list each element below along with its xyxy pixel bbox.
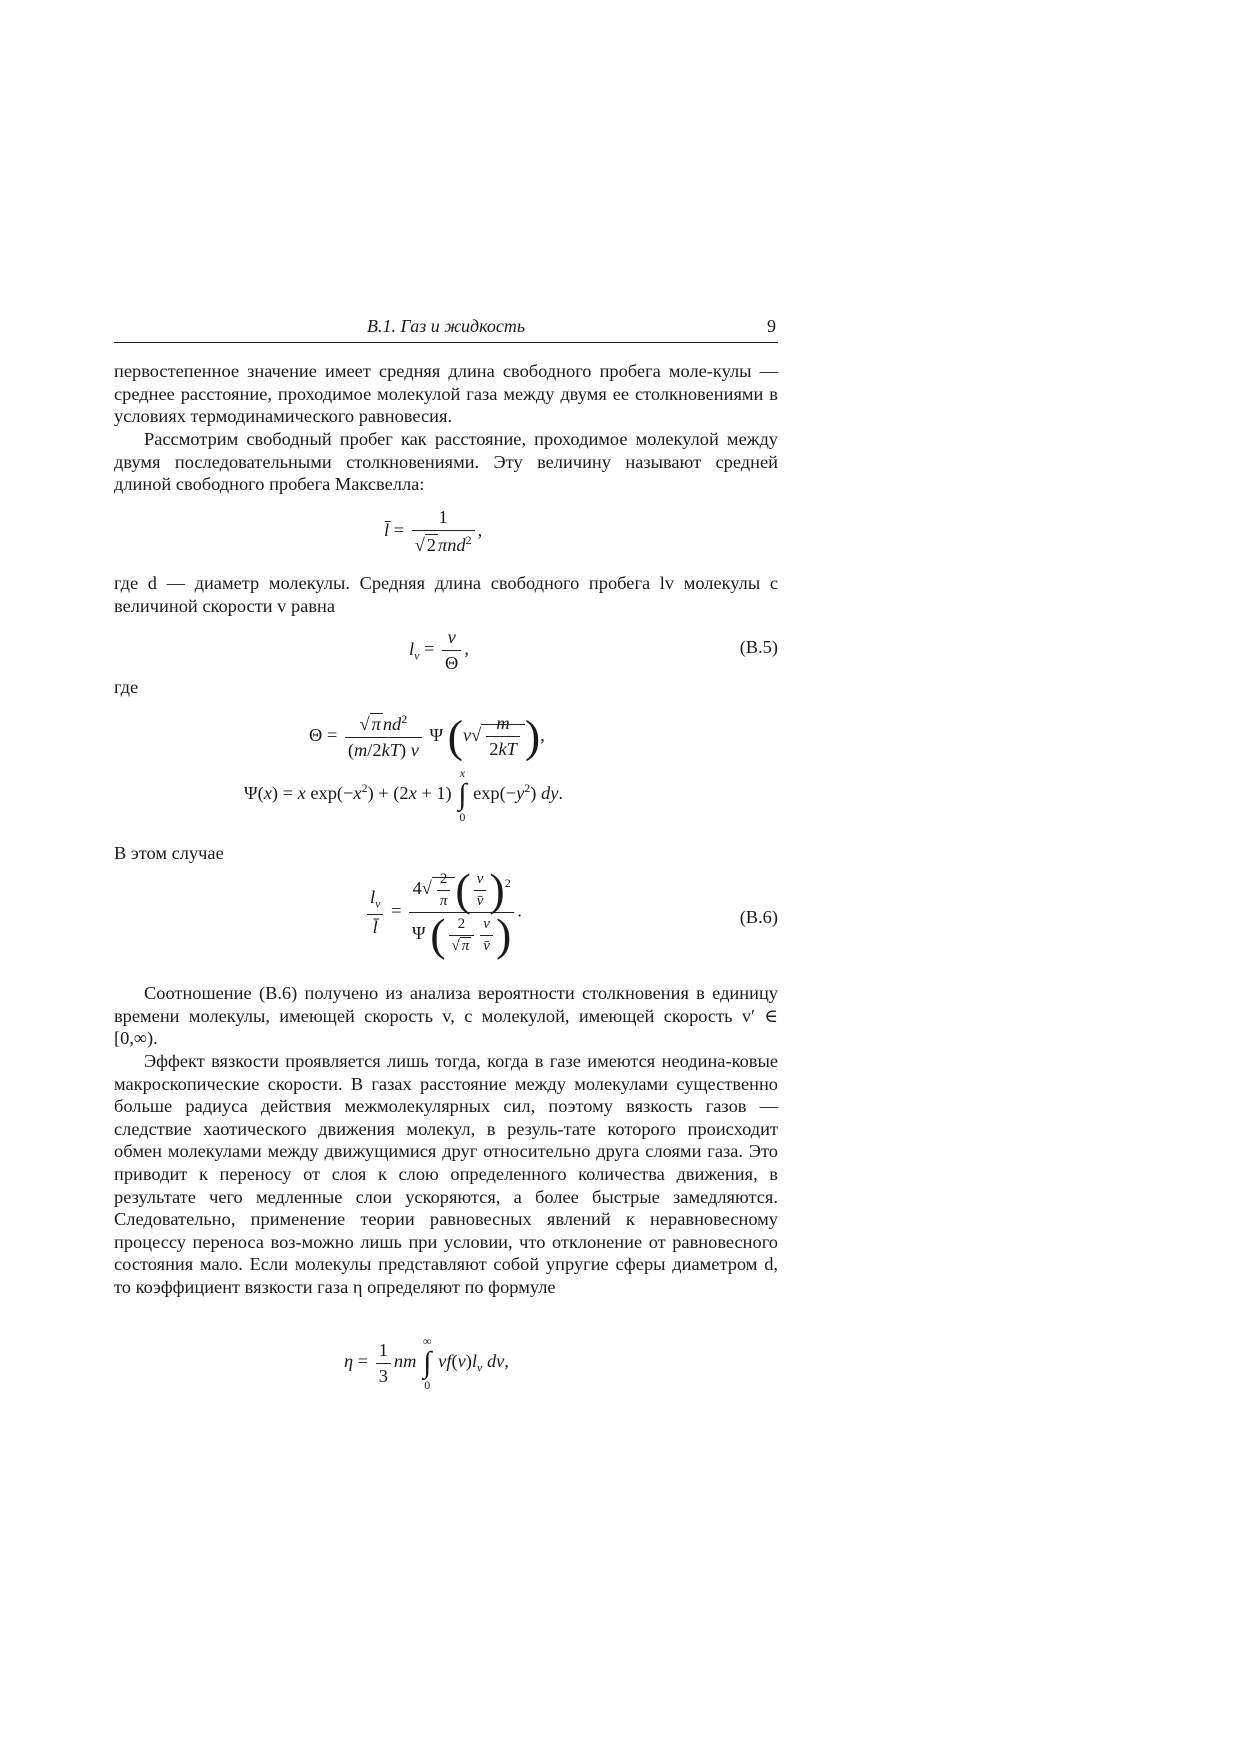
paragraph-text: В этом случае: [114, 843, 224, 863]
equation-body: η = $\frac{1}{3}$ nm ∞ ∫ 0 $vf(v)l_v$ dv,: [344, 1334, 509, 1392]
paragraph-7: [114, 1050, 778, 1299]
paragraph-text: где d — диаметр молекулы. Средняя длина свободного пробега lv молекулы с величиной скорости v равна: [114, 573, 778, 616]
paragraph-5: [114, 842, 778, 865]
paragraph-1: [114, 360, 778, 428]
page-number: 9: [767, 316, 776, 336]
equation-body: Θ = $\frac{√ \pi nd^2}{(m/2kT) v}$ Ψ (v√ $\frac{m}{2kT}$ ),: [309, 710, 545, 762]
paragraph-2: [114, 428, 778, 496]
paragraph-text: первостепенное значение имеет средняя длина свободного пробега моле-кулы — среднее расстояние, проходимое молекулой газа между двумя ее столкновениями в условиях термодинамического равновесия.: [114, 361, 778, 427]
paragraph-text: Эффект вязкости проявляется лишь тогда, когда в газе имеются неодина-ковые макроскопические скорости. В газах расстояние между молекулами существенно больше радиуса действия межмолекулярных сил, поэтому вязкость газов — следствие хаотического движения молекул, в резуль-тате которого происходит обмен молекулами между движущимися друг относительно друга слоями газа. Это приводит к переносу от слоя к слою определенного количества движения, в результате чего медленные слои ускоряются, а более быстрые замедляются. Следовательно, применение теории равновесных явлений к неравновесному процессу переноса воз-можно лишь при условии, что отклонение от равновесного состояния мало. Если молекулы представляют собой упругие сферы диаметром d, то коэффициент вязкости газа η определяют по формуле: [114, 1051, 778, 1297]
equation-psi: [114, 764, 778, 830]
equation-mean-free-path: [114, 503, 778, 565]
paragraph-4: [114, 676, 778, 699]
equation-number: (В.5): [739, 637, 778, 657]
running-header: [114, 316, 778, 343]
equation-theta: [114, 706, 778, 772]
paragraph-text: Соотношение (В.6) получено из анализа вероятности столкновения в единицу времени молекулы, имеющей скорость v, с молекулой, имеющей скорость v′ ∈ [0,∞).: [114, 983, 778, 1049]
paragraph-6: [114, 982, 778, 1050]
equation-body: $l_v$ = $\frac{v}{\Theta}$ ,: [409, 627, 469, 673]
running-title: В.1. Газ и жидкость: [366, 316, 526, 336]
equation-body: Ψ(x) = x $\exp(-x^2) + (2x + 1)$ x ∫ 0 $\exp(-y^2)$ dy.: [244, 766, 563, 824]
equation-body: l̄ = $\frac{1}{√ 2 \pi nd^2}$ ,: [384, 507, 483, 556]
paragraph-text: где: [114, 677, 139, 697]
equation-viscosity: [114, 1332, 778, 1404]
equation-body: $\frac{l_v}{l̄}$ = 4√ $\frac{2}{\pi}$ ( $\frac{v}{v̄}$ )$^2$ Ψ ( $\frac{2}{√ \pi}$ $\frac{v}{v̄}$ ) .: [364, 870, 522, 955]
equation-b6: [114, 864, 778, 972]
equation-number: (В.6): [739, 907, 778, 927]
paragraph-text: Рассмотрим свободный пробег как расстояние, проходимое молекулой между двумя последовательными столкновениями. Эту величину называют средней длиной свободного пробега Максвелла:: [114, 429, 778, 495]
paragraph-3: [114, 572, 778, 617]
equation-b5: [114, 625, 778, 681]
